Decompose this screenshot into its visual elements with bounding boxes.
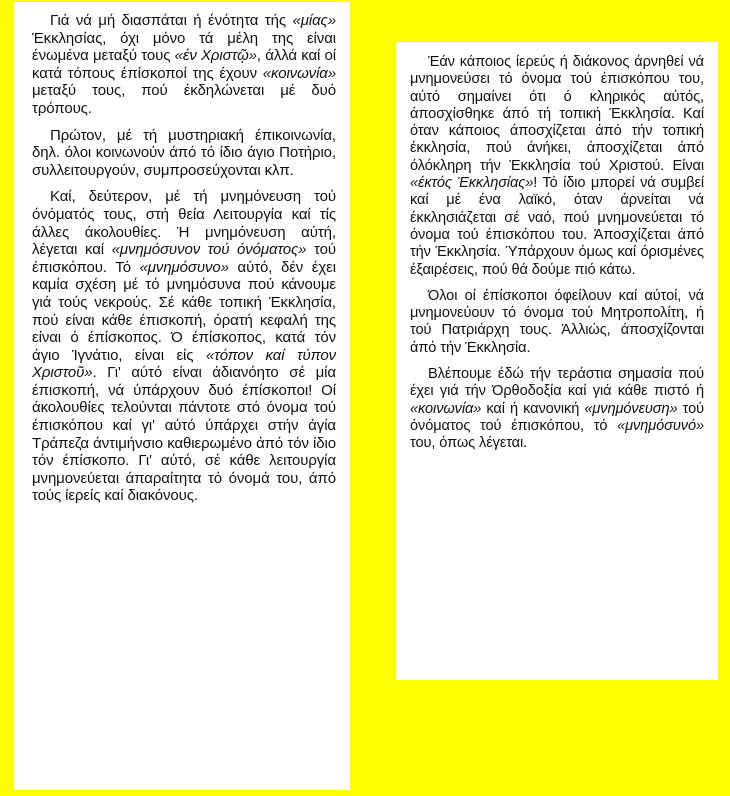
emphasized-text: «μνημόσυνό» bbox=[617, 417, 704, 434]
text-run: Γιά νά μή διασπάται ή ένότητα τής bbox=[50, 12, 293, 29]
left-newspaper-clipping bbox=[14, 2, 350, 790]
left-paragraph-2 bbox=[32, 127, 336, 180]
emphasized-text: «μνημόσυνον τού όνόματος» bbox=[111, 241, 307, 259]
text-run: μεταξύ τους, πού έκδηλώνεται μέ δυό τρόπους. bbox=[32, 82, 336, 117]
emphasized-text: «μίας» bbox=[292, 12, 336, 29]
right-newspaper-clipping bbox=[396, 42, 718, 680]
right-paragraph-3 bbox=[410, 366, 704, 452]
emphasized-text: «τόπον καί τύπον Χριστοῦ» bbox=[32, 346, 336, 382]
text-run: Όλοι οί έπίσκοποι όφείλουν καί αύτοί, νά μνημονεύουν τό όνομα τού Μητροπολίτη, ή τού Πατριάρχη τους. Άλλιώς, άποσχίζονται άπό τήν Έκκλησία. bbox=[410, 287, 704, 356]
text-run: αύτό, δέν έχει καμία σχέση μέ τό μνημόσυνα πού κάνουμε γιά τούς νεκρούς. Σέ κάθε τοπική Έκκλησία, πού είναι κάθε έπισκοπή, όρατή κεφαλή της είναι ό έπίσκοπος. Ό έπίσκοπος, κατά τόν άγιο Ίγνάτιο, είναι είς bbox=[32, 258, 336, 364]
text-run: καί ή κανονική bbox=[481, 400, 585, 417]
emphasized-text: «κοινωνία» bbox=[410, 400, 482, 417]
text-run: τού όνόματος τού έπισκόπου, τό bbox=[410, 400, 704, 434]
text-run: Έάν κάποιος ίερεύς ή διάκονος άρνηθεί νά μνημονεύσει τό όνομα τού έπισκόπου του, αύτό σημαίνει ότι ό κληρικός αύτός, άποσχίσθηκε άπό τή τοπική Έκκλησία. Καί όταν κάποιος άποσχίζεται άπό τήν τοπική έκκλησία, πού άνήκει, άποσχίζεται άπό όλόκληρη τήν Έκκλησία τού Χριστού. Είναι bbox=[410, 54, 704, 174]
text-run: , άλλά καί οί κατά τόπους έπίσκοποί της έχουν bbox=[32, 47, 336, 82]
text-run: του, όπως λέγεται. bbox=[410, 435, 528, 452]
text-run: Έκκλησίας, όχι μόνο τά μέλη της είναι ένωμένα μεταξύ τους bbox=[32, 29, 336, 65]
text-run: Βλέπουμε έδώ τήν τεράστια σημασία πού έχει γιά τήν Όρθοδοξία καί γιά κάθε πιστό ή bbox=[410, 366, 704, 400]
emphasized-text: «μνημόνευση» bbox=[584, 400, 678, 417]
text-run: . Γι' αύτό είναι άδιανόητο σέ μία έπισκοπή, νά ύπάρχουν δυό έπίσκοποι! Οί άκολουθίες τελούνται πάντοτε στό όνομα τού έπισκόπου καί γι' αύτό ύπάρχει στήν άγία Τράπεζα άντιμήνσιο καθιερωμένο άπό τόν ίδιο τόν έπίσκοπο. Γι' αύτό, σέ κάθε λειτουργία μνημονεύεται άπαραίτητα τό όνομά του, άπό τούς ίερείς καί διακόνους. bbox=[32, 364, 336, 505]
emphasized-text: «έν Χριστῷ» bbox=[174, 47, 257, 65]
left-paragraph-1 bbox=[32, 12, 336, 118]
emphasized-text: «έκτός Έκκλησίας» bbox=[410, 175, 534, 192]
left-paragraph-3 bbox=[32, 188, 336, 505]
right-paragraph-2 bbox=[410, 288, 704, 357]
text-run: Πρώτον, μέ τή μυστηριακή έπικοινωνία, δηλ. όλοι κοινωνούν άπό τό ίδιο άγιο Ποτήριο, συλλειτουργούν, συμπροσεύχονται κλπ. bbox=[32, 126, 336, 179]
emphasized-text: «κοινωνία» bbox=[262, 64, 336, 82]
text-run: τού έπισκόπου. Τό bbox=[32, 241, 336, 276]
right-paragraph-1 bbox=[410, 54, 704, 279]
emphasized-text: «μνημόσυνο» bbox=[139, 258, 229, 276]
text-run: ! Τό ίδιο μπορεί νά συμβεί καί μέ ένα λαϊκό, όταν άρνείται νά έκκλησιάζεται σέ ναό, πού μνημονεύεται τό όνομα τού έπισκόπου του. Άποσχίζεται άπό τήν Έκκλησία. Ύπάρχουν όμως καί όρισμένες έξαιρέσεις, πού θά δούμε πιό κάτω. bbox=[410, 175, 704, 278]
text-run: Καί, δεύτερον, μέ τή μνημόνευση τού όνόματός τους, στή θεία Λειτουργία καί τίς άλλες άκολουθίες. Ή μνημόνευση αύτή, λέγεται καί bbox=[32, 188, 336, 259]
